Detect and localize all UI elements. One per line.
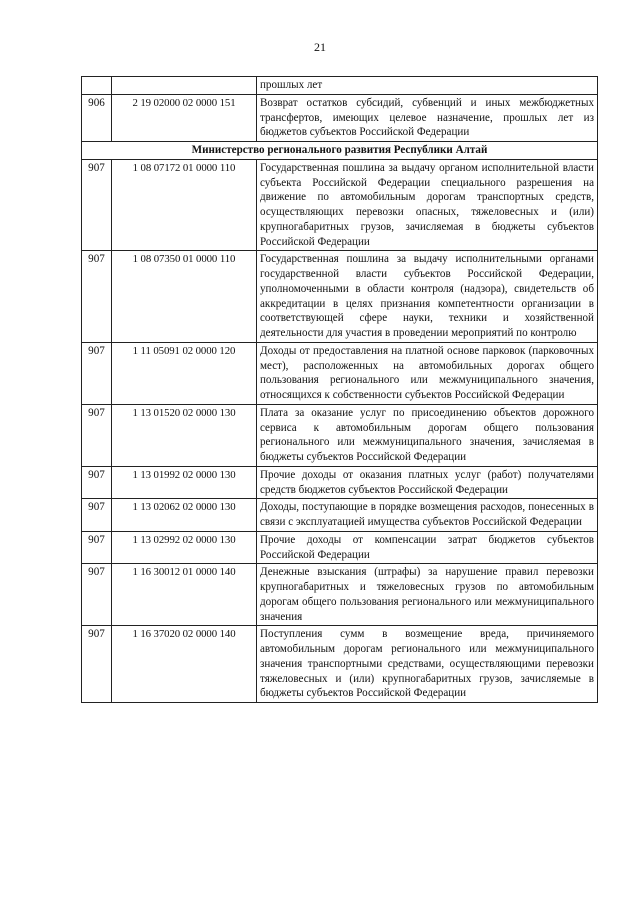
revenue-code-cell: 1 13 01520 02 0000 130 [112, 404, 257, 466]
revenue-name-cell: Денежные взыскания (штрафы) за нарушение правил перевозки крупногабаритных и тяжеловесных грузов по автомобильным дорогам общего пользования регионального или межмуниципального значения [257, 564, 598, 626]
revenue-name-cell: Государственная пошлина за выдачу органом исполнительной власти субъекта Российской Федерации специального разрешения на движение по автомобильным дорогам транспортных средств, осуществляющих перевозки опасных, тяжеловесных и (или) крупногабаритных грузов, зачисляемая в бюджеты субъектов Российской Федерации [257, 159, 598, 251]
table-row [82, 342, 598, 404]
revenue-code-cell: 1 11 05091 02 0000 120 [112, 342, 257, 404]
revenue-name-cell: Доходы от предоставления на платной основе парковок (парковочных мест), расположенных на автомобильных дорогах общего пользования регионального или межмуниципального значения, относящихся к собственности субъектов Российской Федерации [257, 342, 598, 404]
revenue-code-cell: 1 08 07350 01 0000 110 [112, 251, 257, 343]
revenue-code-cell: 1 13 01992 02 0000 130 [112, 466, 257, 499]
revenue-name-cell: Прочие доходы от компенсации затрат бюджетов субъектов Российской Федерации [257, 531, 598, 564]
admin-code-cell: 907 [82, 159, 112, 251]
revenue-name-cell: Возврат остатков субсидий, субвенций и иных межбюджетных трансфертов, имеющих целевое назначение, прошлых лет из бюджетов субъектов Российской Федерации [257, 94, 598, 141]
revenue-name-cell: Прочие доходы от оказания платных услуг (работ) получателями средств бюджетов субъектов Российской Федерации [257, 466, 598, 499]
table-body [82, 77, 598, 703]
revenue-code-cell: 2 19 02000 02 0000 151 [112, 94, 257, 141]
table-row [82, 564, 598, 626]
revenue-name-cell: Доходы, поступающие в порядке возмещения расходов, понесенных в связи с эксплуатацией имущества субъектов Российской Федерации [257, 499, 598, 532]
admin-code-cell: 906 [82, 94, 112, 141]
table-row [82, 94, 598, 141]
section-header-row [82, 142, 598, 160]
revenue-code-cell: 1 13 02992 02 0000 130 [112, 531, 257, 564]
section-title: Министерство регионального развития Республики Алтай [82, 142, 598, 160]
admin-code-cell: 907 [82, 564, 112, 626]
admin-code-cell: 907 [82, 251, 112, 343]
revenue-code-cell: 1 13 02062 02 0000 130 [112, 499, 257, 532]
revenue-code-cell: 1 16 37020 02 0000 140 [112, 626, 257, 703]
table-row [82, 159, 598, 251]
revenue-name-cell: Государственная пошлина за выдачу исполнительными органами государственной власти субъектов Российской Федерации, уполномоченными в области контроля (надзора), свидетельств об аккредитации в целях признания компетентности организации в соответствующей сфере науки, техники и хозяйственной деятельности для участия в проведении мероприятий по контролю [257, 251, 598, 343]
table-row [82, 499, 598, 532]
revenue-name-cell: прошлых лет [257, 77, 598, 95]
revenue-name-cell: Поступления сумм в возмещение вреда, причиняемого автомобильным дорогам регионального или межмуниципального значения транспортными средствами, осуществляющими перевозки тяжеловесных и (или) крупногабаритных грузов, зачисляемые в бюджеты субъектов Российской Федерации [257, 626, 598, 703]
table-row [82, 77, 598, 95]
table-row [82, 404, 598, 466]
revenue-code-cell: 1 08 07172 01 0000 110 [112, 159, 257, 251]
admin-code-cell: 907 [82, 626, 112, 703]
table-row [82, 251, 598, 343]
admin-code-cell: 907 [82, 342, 112, 404]
admin-code-cell: 907 [82, 499, 112, 532]
revenue-code-cell: 1 16 30012 01 0000 140 [112, 564, 257, 626]
admin-code-cell: 907 [82, 466, 112, 499]
table-row [82, 466, 598, 499]
revenue-codes-table [81, 76, 598, 703]
admin-code-cell: 907 [82, 404, 112, 466]
admin-code-cell: 907 [82, 531, 112, 564]
table-row [82, 531, 598, 564]
admin-code-cell [82, 77, 112, 95]
page-number: 21 [314, 40, 326, 54]
revenue-name-cell: Плата за оказание услуг по присоединению объектов дорожного сервиса к автомобильным дорогам общего пользования регионального или межмуниципального значения, зачисляемая в бюджеты субъектов Российской Федерации [257, 404, 598, 466]
revenue-code-cell [112, 77, 257, 95]
table-row [82, 626, 598, 703]
